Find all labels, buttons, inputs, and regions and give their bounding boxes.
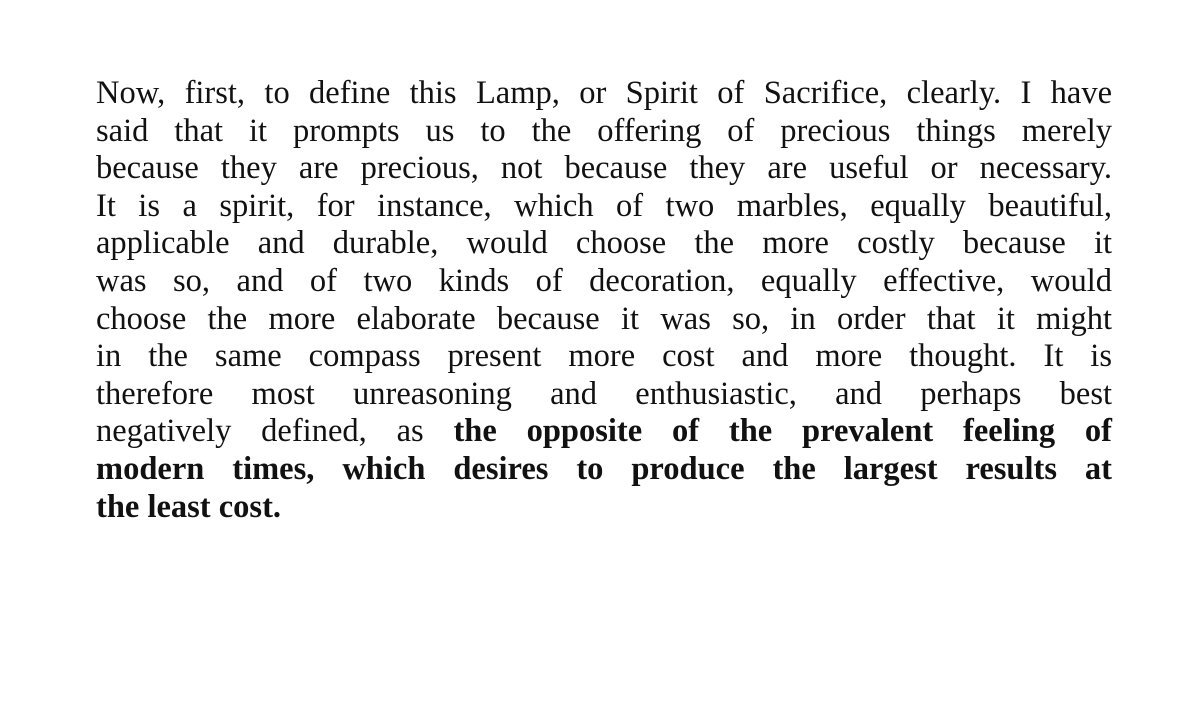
text-line-regular: because they are precious, not because they are useful or necessary. <box>96 150 1112 187</box>
text-line-regular: choose the more elaborate because it was so, in order that it might <box>96 300 1112 337</box>
text-line <box>96 225 1112 263</box>
text-line-regular: said that it prompts us to the offering of precious things merely <box>96 112 1112 149</box>
text-line <box>96 301 1112 339</box>
text-line-regular: was so, and of two kinds of decoration, equally effective, would <box>96 262 1112 299</box>
text-line-bold: the opposite of the prevalent feeling of <box>453 413 1112 450</box>
text-line <box>96 150 1112 188</box>
text-line-bold: modern times, which desires to produce the largest results at <box>96 450 1112 487</box>
text-line <box>96 338 1112 376</box>
text-line-regular: Now, first, to define this Lamp, or Spirit of Sacrifice, clearly. I have <box>96 75 1112 111</box>
text-line <box>96 413 1112 451</box>
text-line <box>96 113 1112 151</box>
text-line-regular: therefore most unreasoning and enthusiastic, and perhaps best <box>96 375 1112 412</box>
text-line <box>96 451 1112 489</box>
text-line <box>96 75 1112 113</box>
text-line <box>96 188 1112 226</box>
text-line-regular: negatively defined, as <box>96 413 454 450</box>
text-line <box>96 376 1112 414</box>
text-line-regular: in the same compass present more cost and more thought. It is <box>96 338 1112 375</box>
text-line-regular: applicable and durable, would choose the more costly because it <box>96 225 1112 262</box>
text-line <box>96 263 1112 301</box>
text-line-bold: the least cost. <box>96 488 282 525</box>
text-line-regular: It is a spirit, for instance, which of two marbles, equally beautiful, <box>96 187 1112 224</box>
quote-paragraph <box>96 75 1112 526</box>
text-line <box>96 489 1112 527</box>
